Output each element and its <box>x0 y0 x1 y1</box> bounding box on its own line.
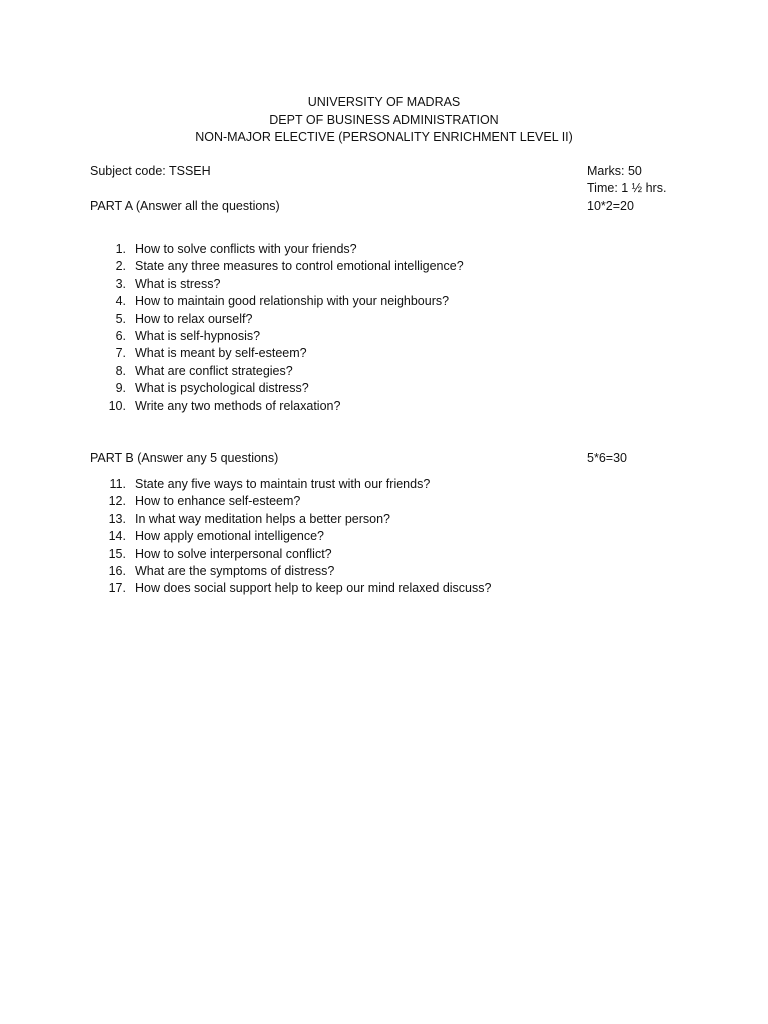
question-text: Write any two methods of relaxation? <box>135 398 341 413</box>
question-item <box>100 528 491 545</box>
question-item <box>100 580 491 597</box>
question-text: State any five ways to maintain trust with our friends? <box>135 477 431 491</box>
document-header <box>0 94 768 147</box>
question-text: How apply emotional intelligence? <box>135 529 325 544</box>
part-a-questions <box>100 241 464 415</box>
question-text: What are the symptoms of distress? <box>135 563 335 578</box>
question-number: 5. <box>115 311 126 326</box>
course-title: NON-MAJOR ELECTIVE (PERSONALITY ENRICHMENT LEVEL II) <box>195 130 573 144</box>
question-text: State any three measures to control emotional intelligence? <box>135 259 464 274</box>
question-number: 6. <box>115 328 126 343</box>
question-number: 11. <box>109 477 126 491</box>
exam-time: Time: 1 ½ hrs. <box>587 181 667 195</box>
question-number: 3. <box>115 276 126 291</box>
question-item <box>100 493 491 510</box>
question-item <box>100 363 464 380</box>
question-number: 17. <box>108 581 126 596</box>
question-number: 1. <box>115 242 126 256</box>
department-name: DEPT OF BUSINESS ADMINISTRATION <box>269 112 499 127</box>
part-a-title: PART A (Answer all the questions) <box>90 199 280 213</box>
question-text: How to relax ourself? <box>135 311 253 326</box>
question-item <box>100 345 464 362</box>
question-text: How to solve interpersonal conflict? <box>135 546 332 561</box>
question-number: 9. <box>115 381 126 396</box>
question-text: What is meant by self-esteem? <box>135 346 307 361</box>
question-item <box>100 476 491 493</box>
question-item <box>100 276 464 293</box>
university-name: UNIVERSITY OF MADRAS <box>307 95 461 109</box>
question-number: 7. <box>115 346 126 361</box>
question-item <box>100 328 464 345</box>
part-b-questions <box>100 476 491 598</box>
question-item <box>100 258 464 275</box>
question-item <box>100 241 464 258</box>
question-text: How to maintain good relationship with your neighbours? <box>135 294 450 309</box>
question-item <box>100 563 491 580</box>
question-item <box>100 511 491 528</box>
part-b-title: PART B (Answer any 5 questions) <box>90 451 279 465</box>
question-number: 10. <box>108 398 126 413</box>
question-number: 2. <box>115 259 126 274</box>
question-number: 8. <box>115 363 126 378</box>
question-item <box>100 546 491 563</box>
question-item <box>100 311 464 328</box>
question-text: How to enhance self-esteem? <box>135 494 301 509</box>
question-text: How to solve conflicts with your friends? <box>135 242 357 256</box>
question-text: In what way meditation helps a better person? <box>135 511 391 526</box>
question-number: 15. <box>108 546 126 561</box>
question-text: What is self-hypnosis? <box>135 328 261 343</box>
question-item <box>100 293 464 310</box>
question-number: 16. <box>108 563 126 578</box>
question-number: 12. <box>108 494 126 509</box>
question-item <box>100 380 464 397</box>
part-a-marks: 10*2=20 <box>587 199 634 213</box>
total-marks: Marks: 50 <box>587 164 642 178</box>
part-b-marks: 5*6=30 <box>587 451 627 465</box>
question-number: 14. <box>108 529 126 544</box>
question-text: How does social support help to keep our mind relaxed discuss? <box>135 581 492 596</box>
question-item <box>100 398 464 415</box>
question-number: 4. <box>115 294 126 309</box>
subject-code: Subject code: TSSEH <box>90 164 211 178</box>
question-text: What is stress? <box>135 276 221 291</box>
question-text: What is psychological distress? <box>135 381 309 396</box>
question-text: What are conflict strategies? <box>135 363 293 378</box>
question-number: 13. <box>108 511 126 526</box>
